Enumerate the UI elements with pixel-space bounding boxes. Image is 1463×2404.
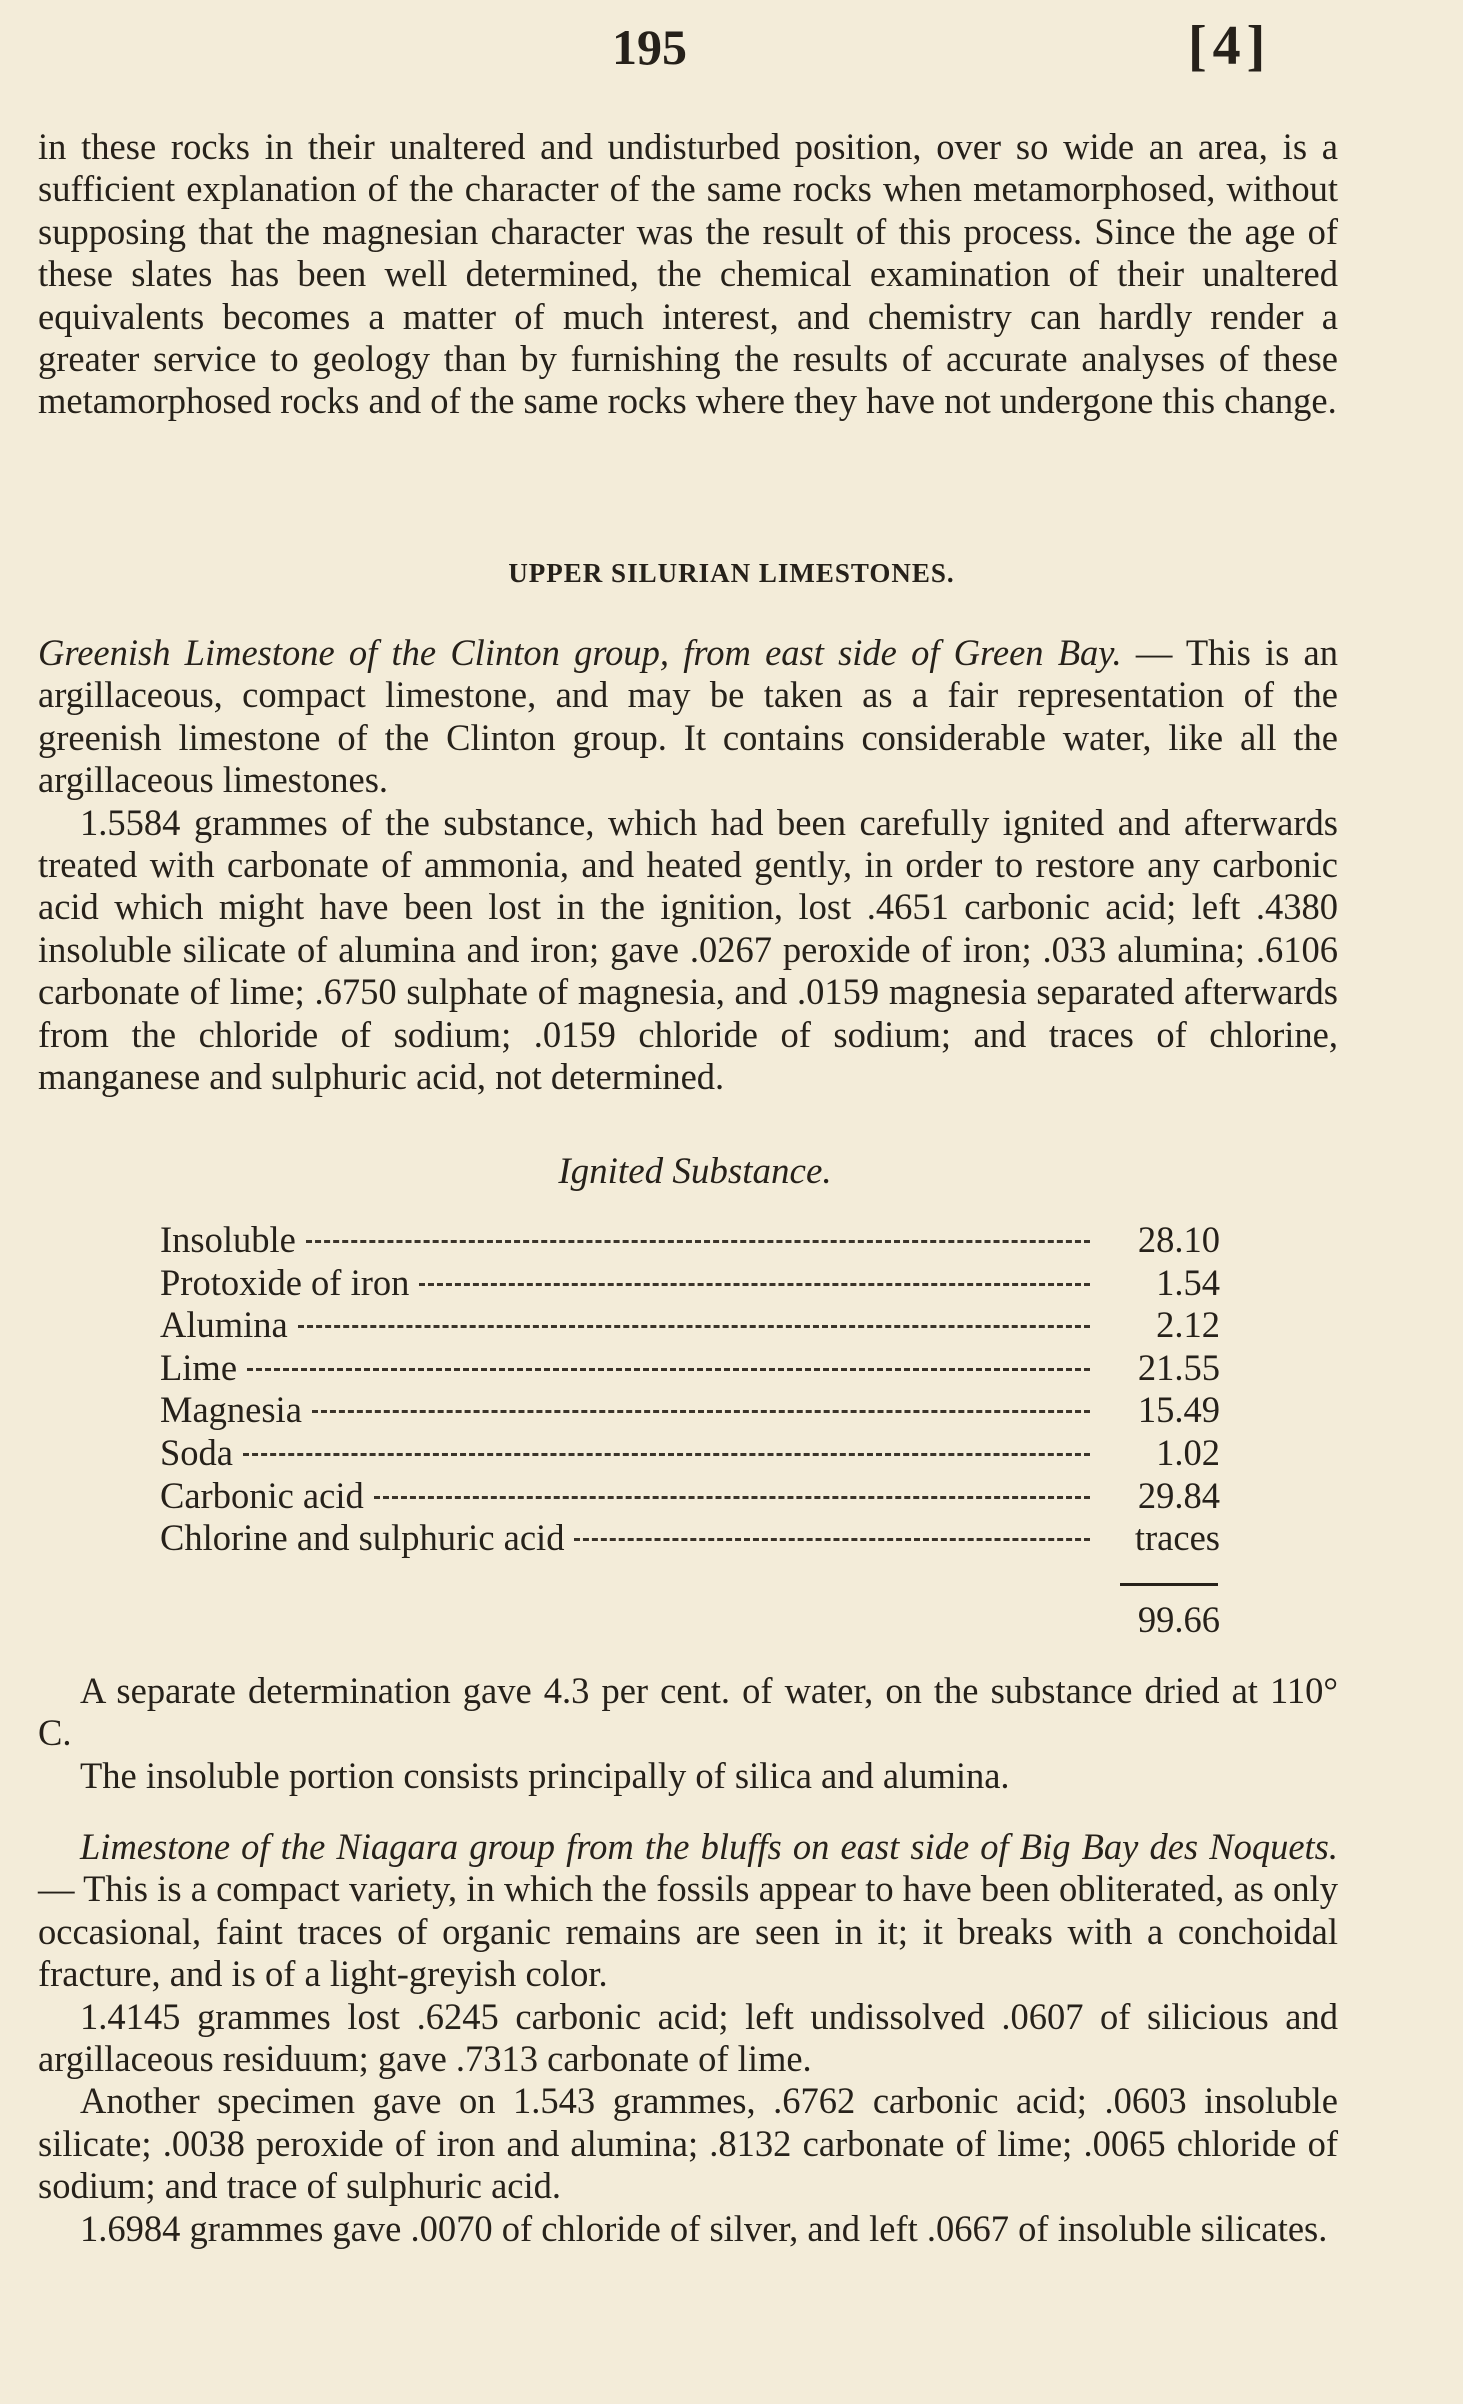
table-row	[160, 1261, 1220, 1304]
table-row	[160, 1431, 1220, 1474]
intro-paragraph: in these rocks in their unaltered and undisturbed position, over so wide an area, is a sufficient explanation of the character of the same rocks when metamorphosed, without supposing that the magnesian character was the result of this process. Since the age of these slates has been well determined, the chemical examination of their unaltered equivalents becomes a matter of much interest, and chemistry can hardly render a greater service to geology than by furnishing the results of accurate analyses of these metamorphosed rocks and of the same rocks where they have not undergone this change.	[38, 126, 1338, 422]
row-value: 15.49	[1137, 1389, 1220, 1431]
table-row	[160, 1388, 1220, 1431]
greenish-title: Greenish Limestone of the Clinton group, from east side of Green Bay.	[38, 632, 1122, 673]
row-value: traces	[1134, 1517, 1220, 1559]
sum-rule	[1120, 1583, 1218, 1586]
leader-dots	[574, 1538, 1090, 1541]
greenish-description: — This is an argillaceous, compact limestone, and may be taken as a fair representation of the greenish limestone of the Clinton group. It contains considerable water, like all the argillaceous limestones.	[38, 632, 1339, 801]
intro-block	[38, 126, 1338, 423]
table-row	[160, 1346, 1220, 1389]
row-value: 28.10	[1137, 1219, 1220, 1260]
row-label: Alumina	[160, 1304, 288, 1346]
row-value: 1.02	[1156, 1431, 1220, 1473]
niagara-analysis-3: 1.6984 grammes gave .0070 of chloride of silver, and left .0667 of insoluble silicates.	[80, 2207, 1328, 2249]
insoluble-portion-note: The insoluble portion consists principally of silica and alumina.	[80, 1754, 1010, 1796]
greenish-block	[38, 632, 1338, 1098]
row-label: Chlorine and sulphuric acid	[160, 1517, 565, 1559]
analysis-table	[160, 1218, 1220, 1559]
table-total: 99.66	[1137, 1599, 1220, 1640]
sheet-mark: [4]	[1188, 15, 1272, 77]
niagara-description: — This is a compact variety, in which the fossils appear to have been obliterated, as only occasional, faint traces of organic remains are seen in it; it breaks with a conchoidal fracture, and is of a light-greyish color.	[38, 1868, 1338, 1995]
greenish-analysis: 1.5584 grammes of the substance, which had been carefully ignited and afterwards treated with carbonate of ammonia, and heated gently, in order to restore any carbonic acid which might have been lost in the ignition, lost .4651 carbonic acid; left .4380 insoluble silicate of alumina and iron; gave .0267 peroxide of iron; .033 alumina; .6106 carbonate of lime; .6750 sulphate of magnesia, and .0159 magnesia separated afterwards from the chloride of sodium; .0159 chloride of sodium; and traces of chlorine, manganese and sulphuric acid, not determined.	[38, 801, 1338, 1098]
row-label: Lime	[160, 1346, 238, 1388]
water-determination: A separate determination gave 4.3 per cent. of water, on the substance dried at 110° C.	[38, 1670, 1338, 1754]
leader-dots	[298, 1325, 1090, 1328]
row-label: Protoxide of iron	[160, 1261, 410, 1303]
leader-dots	[374, 1496, 1090, 1499]
row-value: 29.84	[1137, 1474, 1220, 1516]
row-label: Magnesia	[160, 1389, 302, 1431]
row-label: Soda	[160, 1431, 233, 1473]
leader-dots	[247, 1368, 1090, 1371]
table-row	[160, 1218, 1220, 1261]
row-label: Insoluble	[160, 1219, 296, 1260]
table-row	[160, 1474, 1220, 1517]
page-number: 195	[612, 19, 687, 75]
leader-dots	[306, 1240, 1090, 1243]
table-row	[160, 1303, 1220, 1346]
row-value: 2.12	[1156, 1304, 1220, 1346]
niagara-paragraph	[38, 1826, 1338, 1996]
page-header	[0, 12, 1463, 82]
niagara-analysis-1: 1.4145 grammes lost .6245 carbonic acid; left undissolved .0607 of silicious and argillaceous residuum; gave .7313 carbonate of lime.	[38, 1995, 1338, 2080]
leader-dots	[419, 1283, 1090, 1286]
niagara-title: Limestone of the Niagara group from the bluffs on east side of Big Bay des Noquets.	[80, 1826, 1338, 1867]
leader-dots	[312, 1410, 1090, 1413]
after-table-block	[38, 1670, 1338, 1797]
section-heading: UPPER SILURIAN LIMESTONES.	[508, 558, 955, 588]
row-label: Carbonic acid	[160, 1474, 364, 1516]
row-value: 21.55	[1137, 1346, 1220, 1388]
leader-dots	[243, 1453, 1090, 1456]
niagara-analysis-2: Another specimen gave on 1.543 grammes, .6762 carbonic acid; .0603 insoluble silicate; .0038 peroxide of iron and alumina; .8132 carbonate of lime; .0065 chloride of sodium; and trace of sulphuric acid.	[38, 2080, 1338, 2207]
row-value: 1.54	[1156, 1261, 1220, 1303]
table-row	[160, 1516, 1220, 1559]
greenish-paragraph	[38, 632, 1338, 802]
table-title: Ignited Substance.	[558, 1151, 832, 1192]
niagara-block	[38, 1826, 1338, 2250]
